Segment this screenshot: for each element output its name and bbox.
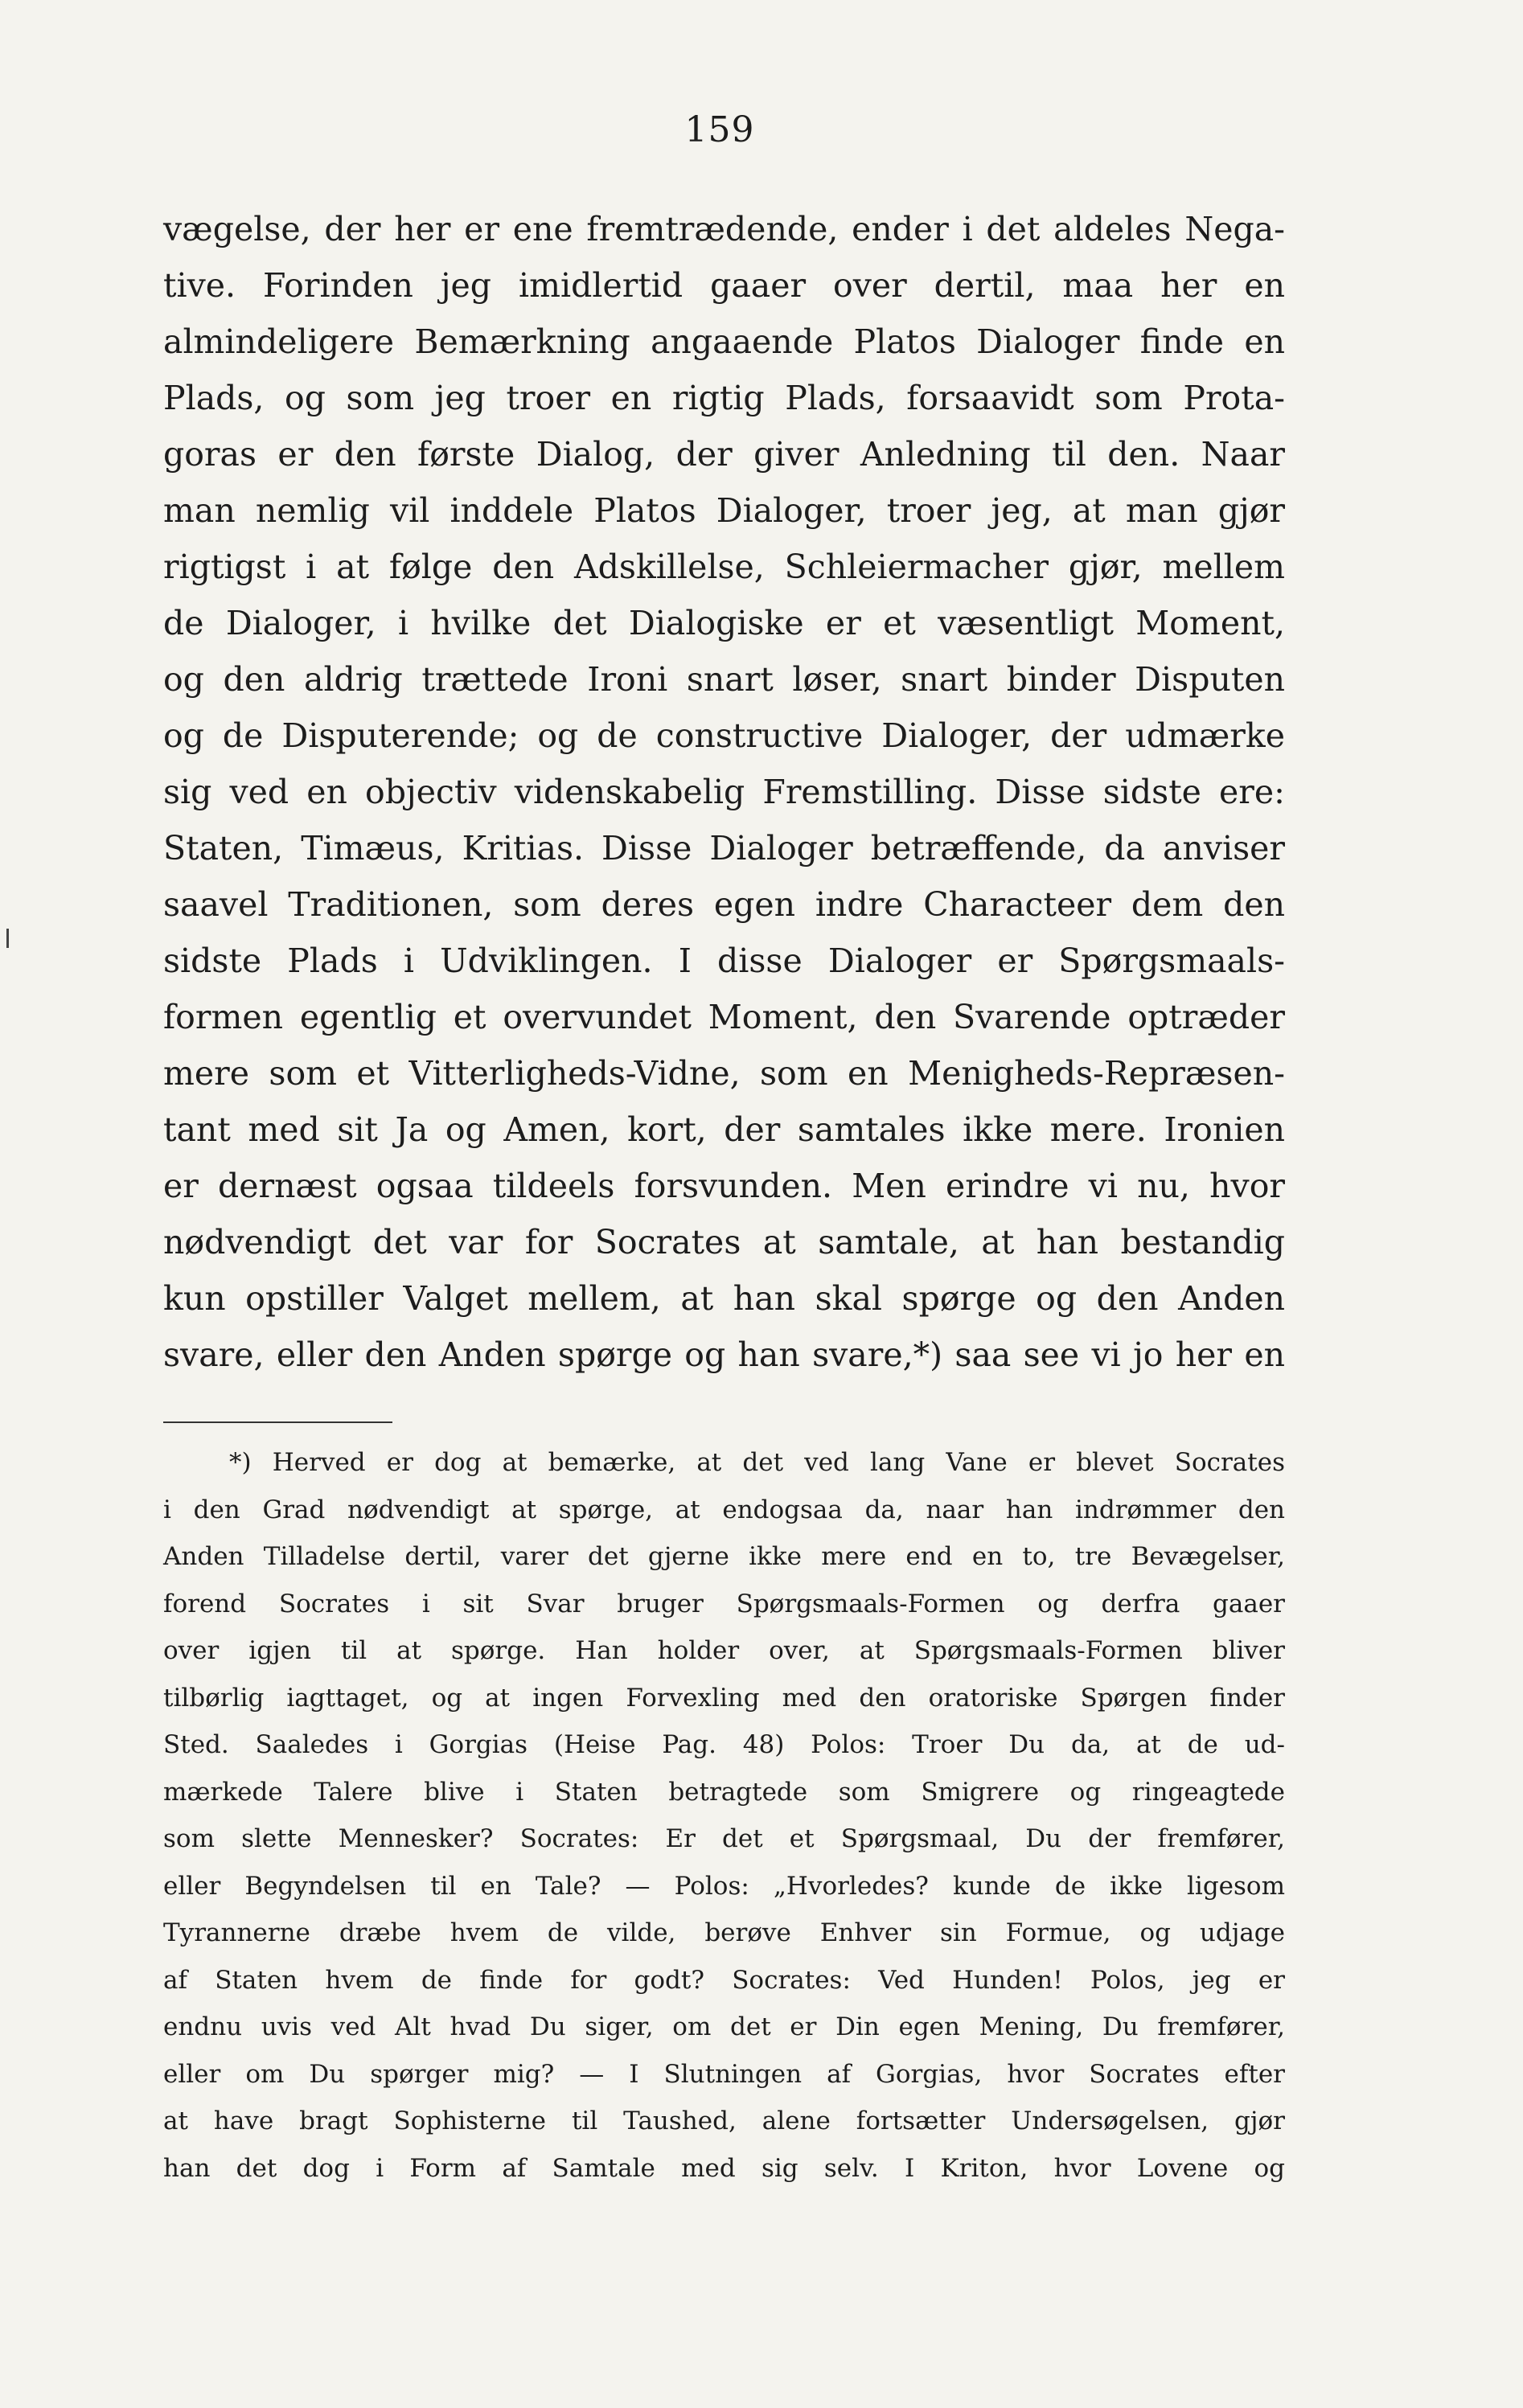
footnote-line: han det dog i Form af Samtale med sig selv. I Kriton, hvor Lovene og (163, 2153, 1285, 2183)
footnote-line: eller om Du spørger mig? — I Slutningen af Gorgias, hvor Socrates efter (163, 2059, 1285, 2089)
body-line: goras er den første Dialog, der giver Anledning til den. Naar (163, 435, 1285, 474)
footnote-line: mærkede Talere blive i Staten betragtede som Smigrere og ringeagtede (163, 1777, 1285, 1807)
body-line: og den aldrig trættede Ironi snart løser, snart binder Disputen (163, 660, 1285, 699)
footnote-line: endnu uvis ved Alt hvad Du siger, om det er Din egen Mening, Du fremfører, (163, 2012, 1285, 2041)
body-line: er dernæst ogsaa tildeels forsvunden. Men erindre vi nu, hvor (163, 1167, 1285, 1205)
footnote-line: at have bragt Sophisterne til Taushed, alene fortsætter Undersøgelsen, gjør (163, 2106, 1285, 2135)
body-line: mere som et Vitterligheds-Vidne, som en Menigheds-Repræsen- (163, 1054, 1285, 1093)
body-line: formen egentlig et overvundet Moment, den Svarende optræder (163, 998, 1285, 1036)
body-line: kun opstiller Valget mellem, at han skal spørge og den Anden (163, 1279, 1285, 1318)
footnote-block (163, 1439, 1285, 2192)
body-line: Staten, Timæus, Kritias. Disse Dialoger betræffende, da anviser (163, 829, 1285, 868)
footnote-line: tilbørlig iagttaget, og at ingen Forvexling med den oratoriske Spørgen finder (163, 1683, 1285, 1713)
footnote-line: af Staten hvem de finde for godt? Socrates: Ved Hunden! Polos, jeg er (163, 1965, 1285, 1995)
body-line: sig ved en objectiv videnskabelig Fremstilling. Disse sidste ere: (163, 773, 1285, 811)
body-text (163, 201, 1285, 1383)
footnote-line: Tyrannerne dræbe hvem de vilde, berøve Enhver sin Formue, og udjage (163, 1918, 1285, 1947)
body-line: man nemlig vil inddele Platos Dialoger, troer jeg, at man gjør (163, 491, 1285, 530)
page-number: 159 (684, 109, 755, 150)
footnote-line: Anden Tilladelse dertil, varer det gjerne ikke mere end en to, tre Bevægelser, (163, 1542, 1285, 1571)
footnote-line: Sted. Saaledes i Gorgias (Heise Pag. 48) Polos: Troer Du da, at de ud- (163, 1730, 1285, 1759)
footnote-line: *) Herved er dog at bemærke, at det ved lang Vane er blevet Socrates (229, 1448, 1285, 1477)
footnote-divider (163, 1421, 392, 1423)
body-line: nødvendigt det var for Socrates at samtale, at han bestandig (163, 1223, 1285, 1261)
body-line: de Dialoger, i hvilke det Dialogiske er et væsentligt Moment, (163, 604, 1285, 642)
body-line: svare, eller den Anden spørge og han svare,*) saa see vi jo her en (163, 1335, 1285, 1374)
body-line: tant med sit Ja og Amen, kort, der samtales ikke mere. Ironien (163, 1110, 1285, 1149)
body-line: rigtigst i at følge den Adskillelse, Schleiermacher gjør, mellem (163, 548, 1285, 586)
body-line: og de Disputerende; og de constructive Dialoger, der udmærke (163, 716, 1285, 755)
body-line: saavel Traditionen, som deres egen indre Characteer dem den (163, 885, 1285, 924)
body-line: almindeligere Bemærkning angaaende Platos Dialoger finde en (163, 322, 1285, 361)
body-line: Plads, og som jeg troer en rigtig Plads, forsaavidt som Prota- (163, 379, 1285, 417)
footnote-line: forend Socrates i sit Svar bruger Spørgsmaals-Formen og derfra gaaer (163, 1589, 1285, 1618)
margin-mark (6, 929, 9, 948)
footnote-line: eller Begyndelsen til en Tale? — Polos: „Hvorledes? kunde de ikke ligesom (163, 1871, 1285, 1901)
body-line: tive. Forinden jeg imidlertid gaaer over dertil, maa her en (163, 266, 1285, 305)
body-line: sidste Plads i Udviklingen. I disse Dialoger er Spørgsmaals- (163, 941, 1285, 980)
body-line: vægelse, der her er ene fremtrædende, ender i det aldeles Nega- (163, 210, 1285, 248)
footnote-line: som slette Mennesker? Socrates: Er det et Spørgsmaal, Du der fremfører, (163, 1824, 1285, 1853)
footnote-line: i den Grad nødvendigt at spørge, at endogsaa da, naar han indrømmer den (163, 1495, 1285, 1524)
footnote-line: over igjen til at spørge. Han holder over, at Spørgsmaals-Formen bliver (163, 1636, 1285, 1665)
